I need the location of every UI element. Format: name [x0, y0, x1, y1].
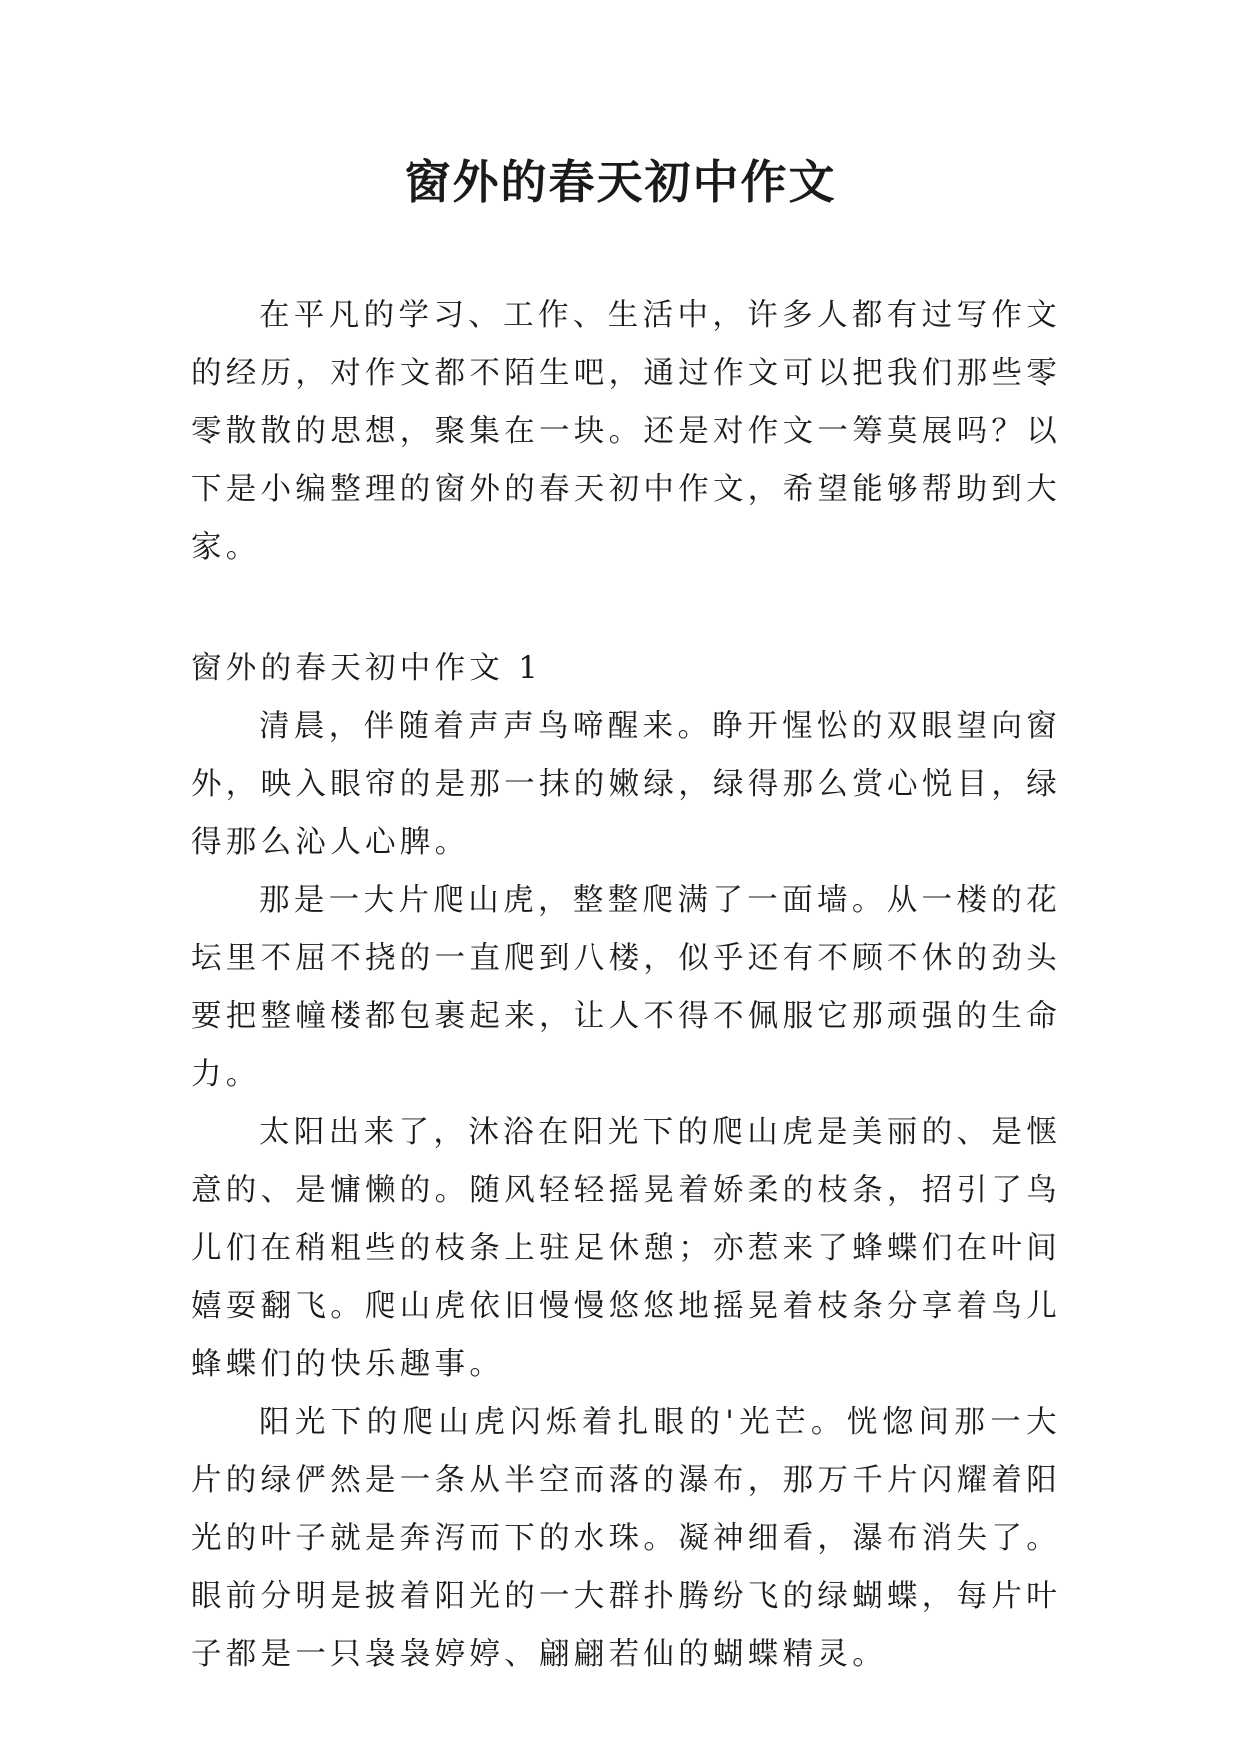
intro-paragraph: 在平凡的学习、工作、生活中，许多人都有过写作文的经历，对作文都不陌生吧，通过作文可以把我们那些零零散散的思想，聚集在一块。还是对作文一筹莫展吗？以下是小编整理的窗外的春天初中作文，希望能够帮助到大家。	[191, 298, 1061, 565]
section-heading: 窗外的春天初中作文 1	[191, 651, 542, 686]
body-paragraph: 太阳出来了，沐浴在阳光下的爬山虎是美丽的、是惬意的、是慵懒的。随风轻轻摇晃着娇柔的枝条，招引了鸟儿们在稍粗些的枝条上驻足休憩；亦惹来了蜂蝶们在叶间嬉耍翻飞。爬山虎依旧慢慢悠悠地摇晃着枝条分享着鸟儿蜂蝶们的快乐趣事。	[191, 1115, 1061, 1382]
document-body	[191, 287, 1061, 1684]
body-paragraph: 阳光下的爬山虎闪烁着扎眼的'光芒。恍惚间那一大片的绿俨然是一条从半空而落的瀑布，那万千片闪耀着阳光的叶子就是奔泻而下的水珠。凝神细看，瀑布消失了。眼前分明是披着阳光的一大群扑腾纷飞的绿蝴蝶，每片叶子都是一只袅袅婷婷、翩翩若仙的蝴蝶精灵。	[191, 1405, 1061, 1672]
body-paragraph: 那是一大片爬山虎，整整爬满了一面墙。从一楼的花坛里不屈不挠的一直爬到八楼，似乎还有不顾不休的劲头要把整幢楼都包裹起来，让人不得不佩服它那顽强的生命力。	[191, 883, 1061, 1092]
document-title: 窗外的春天初中作文	[404, 155, 837, 209]
body-paragraph: 清晨，伴随着声声鸟啼醒来。睁开惺忪的双眼望向窗外，映入眼帘的是那一抹的嫩绿，绿得那么赏心悦目，绿得那么沁人心脾。	[191, 709, 1061, 860]
